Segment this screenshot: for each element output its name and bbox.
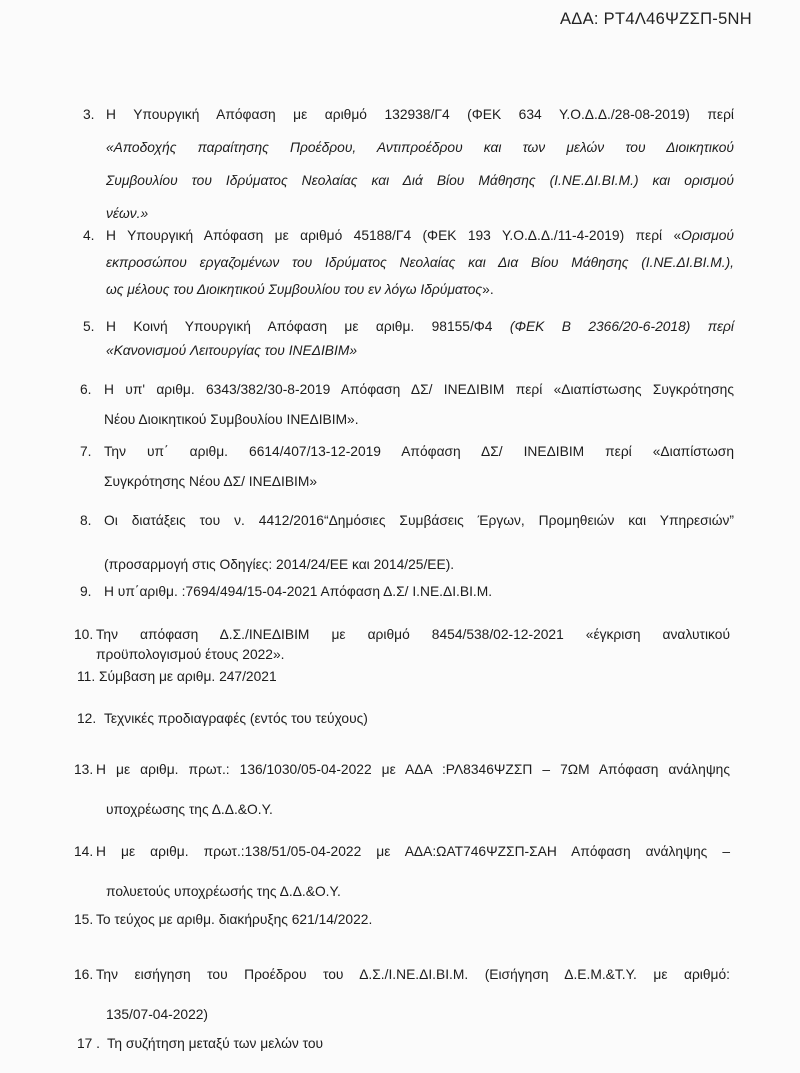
recital-number: 17 . [77, 1036, 101, 1051]
recital-number: 3. [83, 107, 95, 122]
text-segment: Οι διατάξεις του ν. 4412/2016“Δημόσιες Συμβάσεις Έργων, Προμηθειών και Υπηρεσιών” [104, 513, 734, 528]
text-segment: Το τεύχος με αριθμ. διακήρυξης 621/14/2022. [96, 912, 373, 927]
text-segment: υποχρέωσης της Δ.Δ.&Ο.Υ. [106, 802, 273, 817]
recital-line [104, 499, 734, 543]
recital-text [96, 908, 730, 932]
text-segment: (προσαρμογή στις Οδηγίες: 2014/24/ΕΕ και 2014/25/ΕΕ). [104, 557, 455, 572]
recital-number: 15. [74, 912, 94, 927]
recital-line [104, 467, 734, 497]
text-segment: Η υπ΄αριθμ. :7694/494/15-04-2021 Απόφαση Δ.Σ/ Ι.ΝΕ.ΔΙ.ΒΙ.Μ. [104, 584, 493, 599]
ada-reference: ΑΔΑ: ΡΤ4Λ46ΨΖΣΠ-5ΝΗ [559, 10, 752, 28]
recital-line [96, 750, 730, 790]
text-segment: Συγκρότησης Νέου ΔΣ/ ΙΝΕΔΙΒΙΜ» [104, 474, 318, 489]
recital-text [104, 499, 734, 587]
recital-number: 9. [80, 584, 92, 599]
recital-text [106, 98, 734, 230]
text-segment: Τη συζήτηση μεταξύ των μελών του [107, 1036, 324, 1051]
recital-text [104, 707, 734, 731]
recital-text [104, 437, 734, 497]
text-segment: Σύμβαση με αριθμ. 247/2021 [99, 669, 277, 684]
recital-text [96, 955, 730, 1035]
recital-number: 11. [77, 669, 96, 684]
recital-number: 10. [74, 627, 94, 642]
recital-line [104, 580, 734, 604]
recital-number: 13. [74, 762, 94, 777]
recital-text [96, 750, 730, 830]
recital-line [107, 1032, 727, 1056]
recital-line [106, 164, 734, 197]
text-segment: εκπροσώπου εργαζομένων του Ιδρύματος Νεολαίας και Δια Βίου Μάθησης (Ι.ΝΕ.ΔΙ.ΒΙ.Μ.), [106, 255, 734, 270]
recital-line [99, 665, 733, 689]
recital-text [107, 1032, 727, 1056]
recital-text [104, 375, 734, 435]
recital-text [106, 222, 734, 303]
text-segment: 135/07-04-2022) [106, 1007, 209, 1022]
recital-text [99, 665, 733, 689]
recital-line [106, 249, 734, 276]
text-segment: Νέου Διοικητικού Συμβουλίου ΙΝΕΔΙΒΙΜ». [104, 412, 359, 427]
text-segment: Ορισμού [681, 228, 734, 243]
recital-number: 6. [80, 382, 92, 397]
recital-line [106, 276, 734, 303]
text-segment: νέων.» [106, 206, 149, 221]
text-segment: Συμβουλίου του Ιδρύματος Νεολαίας και Διά Βίου Μάθησης (Ι.ΝΕ.ΔΙ.ΒΙ.Μ.) και ορισμού [106, 173, 734, 188]
recital-number: 7. [80, 444, 92, 459]
recital-line [96, 790, 730, 830]
recital-line [96, 832, 730, 872]
recital-text [106, 315, 734, 363]
recital-text [104, 580, 734, 604]
recital-number: 8. [80, 513, 92, 528]
recital-line [96, 908, 730, 932]
recital-line [104, 437, 734, 467]
text-segment: (ΦΕΚ Β 2366/20-6-2018) περί [509, 319, 734, 334]
recital-text [96, 625, 730, 665]
recital-line [106, 222, 734, 249]
recital-text [96, 832, 730, 912]
text-segment: Η Κοινή Υπουργική Απόφαση με αριθμ. 98155/Φ4 [106, 319, 510, 334]
recital-line [96, 625, 730, 645]
text-segment: Την εισήγηση του Προέδρου του Δ.Σ./Ι.ΝΕ.ΔΙ.ΒΙ.Μ. (Εισήγηση Δ.Ε.Μ.&Τ.Υ. με αριθμό: [96, 967, 730, 982]
recital-line [106, 98, 734, 131]
recital-number: 16. [74, 967, 94, 982]
text-segment: ». [482, 282, 494, 297]
recital-line [104, 375, 734, 405]
recital-line [96, 955, 730, 995]
recital-line [106, 339, 734, 363]
text-segment: «Κανονισμού Λειτουργίας του ΙΝΕΔΙΒΙΜ» [106, 343, 358, 358]
text-segment: πολυετούς υποχρέωσής της Δ.Δ.&Ο.Υ. [106, 884, 341, 899]
recital-line [106, 315, 734, 339]
text-segment: Η με αριθμ. πρωτ.: 136/1030/05-04-2022 με ΑΔΑ :ΡΛ8346ΨΖΣΠ – 7ΩΜ Απόφαση ανάληψης [96, 762, 730, 777]
text-segment: «Αποδοχής παραίτησης Προέδρου, Αντιπροέδρου και των μελών του Διοικητικού [106, 140, 734, 155]
recital-number: 5. [83, 319, 95, 334]
text-segment: προϋπολογισμού έτους 2022». [96, 647, 285, 662]
recital-line [96, 995, 730, 1035]
text-segment: Η με αριθμ. πρωτ.:138/51/05-04-2022 με ΑΔΑ:ΩΑΤ746ΨΖΣΠ-ΣΑΗ Απόφαση ανάληψης – [96, 844, 730, 859]
recital-number: 14. [74, 844, 94, 859]
text-segment: ως μέλους του Διοικητικού Συμβουλίου του εν λόγω Ιδρύματος [106, 282, 483, 297]
text-segment: Τεχνικές προδιαγραφές (εντός του τεύχους) [104, 711, 368, 726]
recital-line [104, 707, 734, 731]
text-segment: Η Υπουργική Απόφαση με αριθμό 45188/Γ4 (ΦΕΚ 193 Υ.Ο.Δ.Δ./11-4-2019) περί « [106, 228, 682, 243]
text-segment: Η Υπουργική Απόφαση με αριθμό 132938/Γ4 (ΦΕΚ 634 Υ.Ο.Δ.Δ./28-08-2019) περί [106, 107, 734, 122]
text-segment: Η υπ' αριθμ. 6343/382/30-8-2019 Απόφαση ΔΣ/ ΙΝΕΔΙΒΙΜ περί «Διαπίστωσης Συγκρότησης [104, 382, 734, 397]
text-segment: Την απόφαση Δ.Σ./ΙΝΕΔΙΒΙΜ με αριθμό 8454/538/02-12-2021 «έγκριση αναλυτικού [96, 627, 730, 642]
recital-line [96, 645, 730, 665]
recital-line [106, 131, 734, 164]
text-segment: Την υπ΄ αριθμ. 6614/407/13-12-2019 Απόφαση ΔΣ/ ΙΝΕΔΙΒΙΜ περί «Διαπίστωση [104, 444, 734, 459]
recital-line [96, 872, 730, 912]
recital-line [104, 405, 734, 435]
recital-number: 4. [83, 228, 95, 243]
recital-number: 12. [77, 711, 97, 726]
